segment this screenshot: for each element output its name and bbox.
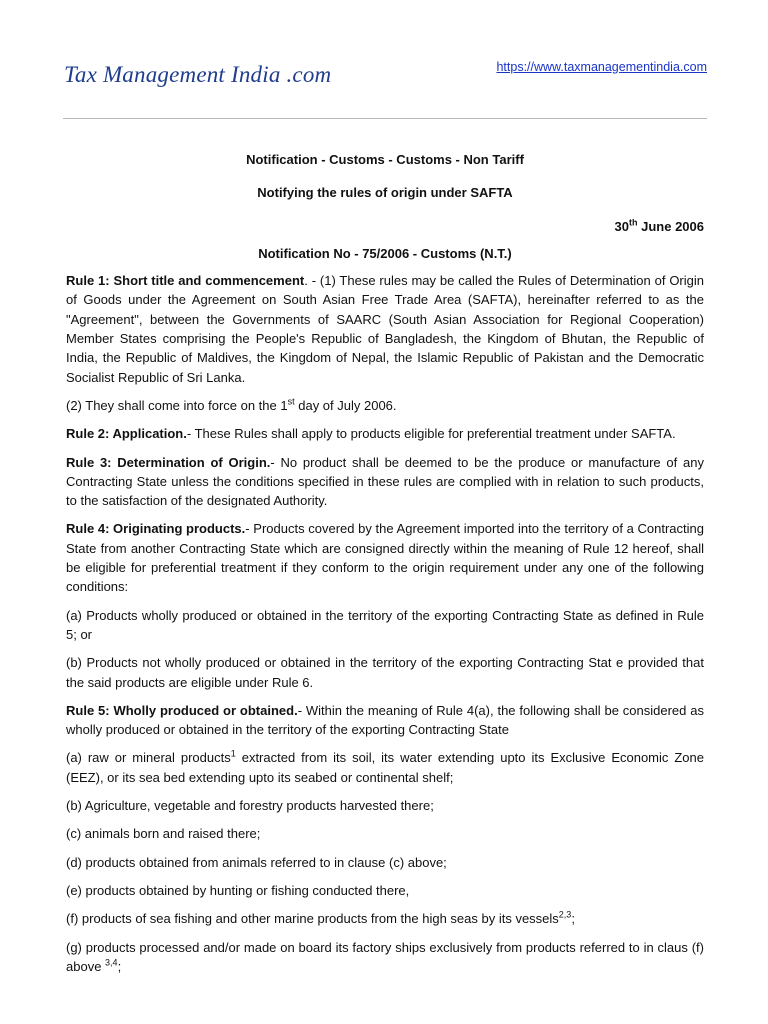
- rule-1-paragraph: Rule 1: Short title and commencement. - (1) These rules may be called the Rules of Determination of Origin of Goods under the Agreement on South Asian Free Trade Area (SAFTA), hereinafter referred to as the "Agreement", between the Governments of SAARC (South Asian Association for Regional Cooperation) Member States comprising the People's Republic of Bangladesh, the Kingdom of Bhutan, the Republic of India, the Republic of Maldives, the Kingdom of Nepal, the Islamic Republic of Pakistan and the Democratic Socialist Republic of Sri Lanka.: [66, 273, 704, 385]
- rule-5-clause-d: (d) products obtained from animals referred to in clause (c) above;: [66, 854, 447, 870]
- rule-5-clause-c: (c) animals born and raised there;: [66, 826, 261, 842]
- rule-2-paragraph: Rule 2: Application.- These Rules shall apply to products eligible for preferential treatment under SAFTA.: [66, 426, 676, 442]
- rule-5-clause-a: (a) raw or mineral products$^1$ extracted from its soil, its water extending upto its Exclusive Economic Zone (EEZ), or its sea bed extending upto its seabed or continental shelf;: [66, 749, 704, 785]
- rule-3-paragraph: Rule 3: Determination of Origin.- No product shall be deemed to be the produce or manufacture of any Contracting State unless the conditions specified in these rules are complied with in relation to such products, to the satisfaction of the designated Authority.: [66, 454, 704, 509]
- document-body: [66, 150, 704, 985]
- rule-5-heading: Rule 5: Wholly produced or obtained.: [66, 702, 298, 718]
- rule-4-heading: Rule 4: Originating products.: [66, 521, 246, 537]
- rule-2-heading: Rule 2: Application.: [66, 426, 187, 442]
- notification-number: Notification No - 75/2006 - Customs (N.T.): [258, 245, 512, 261]
- site-logo[interactable]: Tax Management India .com: [64, 62, 332, 87]
- rule-5-paragraph: Rule 5: Wholly produced or obtained.- Within the meaning of Rule 4(a), the following shall be considered as wholly produced or obtained in the territory of the exporting Contracting State: [66, 702, 704, 738]
- document-title: Notifying the rules of origin under SAFTA: [257, 185, 513, 201]
- rule-5-clause-b: (b) Agriculture, vegetable and forestry products harvested there;: [66, 798, 434, 814]
- rule-4-clause-a: (a) Products wholly produced or obtained in the territory of the exporting Contracting State as defined in Rule 5; or: [66, 607, 704, 642]
- rule-4-clause-b: (b) Products not wholly produced or obtained in the territory of the exporting Contracting Stat e provided that the said products are eligible under Rule 6.: [66, 655, 704, 690]
- document-date: 30th June 2006: [614, 217, 704, 234]
- rule-1-subparagraph-2: (2) They shall come into force on the 1st day of July 2006.: [66, 396, 397, 413]
- notification-category: Notification - Customs - Customs - Non Tariff: [246, 152, 524, 167]
- header-divider: [63, 118, 707, 119]
- rule-5-clause-f: (f) products of sea fishing and other marine products from the high seas by its vessels$^{2,3}$;: [66, 909, 575, 927]
- rule-5-clause-e: (e) products obtained by hunting or fishing conducted there,: [66, 882, 410, 898]
- rule-5-clause-g: (g) products processed and/or made on board its factory ships exclusively from products referred to in claus (f) above $^{3,4}$;: [66, 939, 704, 974]
- rule-3-heading: Rule 3: Determination of Origin.: [66, 454, 271, 470]
- site-url-link[interactable]: https://www.taxmanagementindia.com: [496, 60, 707, 74]
- rule-4-paragraph: Rule 4: Originating products.- Products covered by the Agreement imported into the territory of a Contracting State from another Contracting State which are consigned directly within the meaning of Rule 12 hereof, shall be eligible for preferential treatment if they conform to the origin requirement under any one of the following conditions:: [66, 521, 704, 595]
- rule-1-heading: Rule 1: Short title and commencement: [66, 273, 305, 289]
